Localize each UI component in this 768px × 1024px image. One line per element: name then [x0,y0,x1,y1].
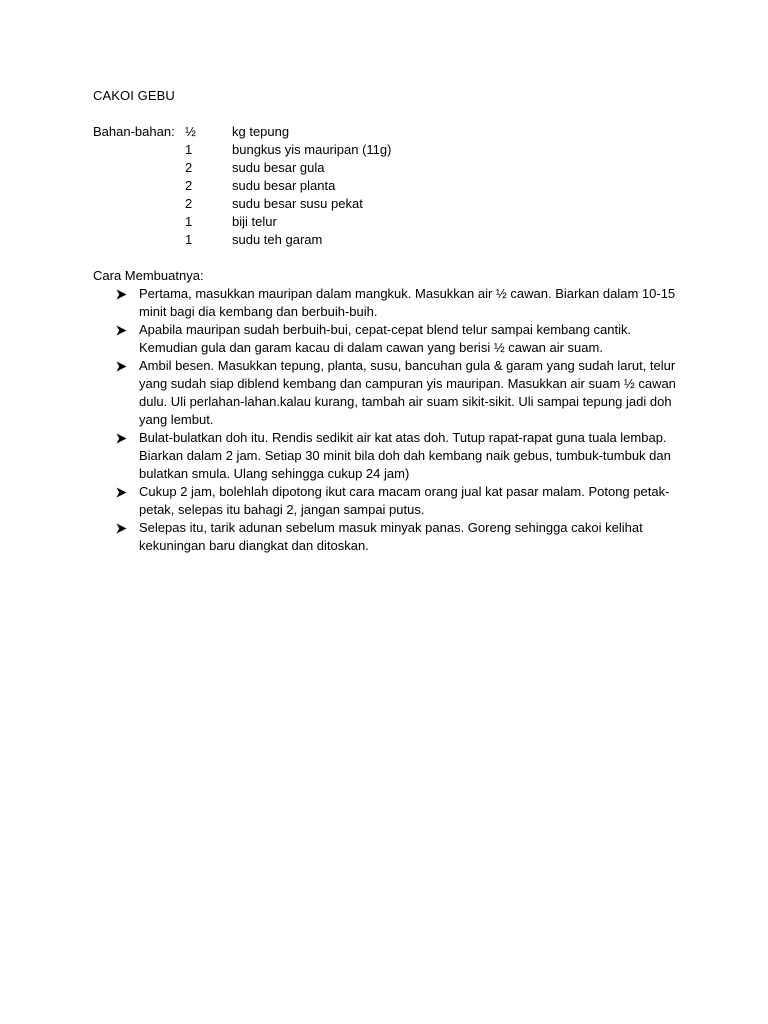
list-item [116,483,676,519]
recipe-title: CAKOI GEBU [93,88,175,103]
step-text: Apabila mauripan sudah berbuih-bui, cepat-cepat blend telur sampai kembang cantik. Kemudian gula dan garam kacau di dalam cawan yang berisi ½ cawan air suam. [139,322,632,355]
ingredient-quantity: 2 [185,196,193,211]
ingredient-name: sudu besar susu pekat [232,196,363,211]
arrowhead-bullet-icon [116,429,130,447]
step-text: Pertama, masukkan mauripan dalam mangkuk. Masukkan air ½ cawan. Biarkan dalam 10-15 minit bagi dia kembang dan berbuih-buih. [139,286,676,319]
arrowhead-bullet-icon [116,357,130,375]
ingredient-name: sudu besar gula [232,160,325,175]
list-item [116,321,676,357]
ingredient-name: kg tepung [232,124,290,139]
arrowhead-bullet-icon [116,285,130,303]
arrowhead-bullet-icon [116,483,130,501]
list-item [116,519,676,555]
ingredient-name: biji telur [232,214,277,229]
step-text: Bulat-bulatkan doh itu. Rendis sedikit air kat atas doh. Tutup rapat-rapat guna tuala lembap. Biarkan dalam 2 jam. Setiap 30 minit bila doh dah kembang naik gebus, tumbuk-tumbuk dan bulatkan smula. Ulang sehingga cukup 24 jam) [139,430,671,481]
list-item [116,429,676,483]
arrowhead-bullet-icon [116,321,130,339]
step-text: Cukup 2 jam, bolehlah dipotong ikut cara macam orang jual kat pasar malam. Potong petak-petak, selepas itu bahagi 2, jangan sampai putus. [139,484,670,517]
list-item [116,357,676,429]
ingredient-quantity: 2 [185,160,193,175]
ingredients-label: Bahan-bahan: [93,124,175,139]
ingredient-quantity: 1 [185,142,193,157]
ingredient-quantity: 2 [185,178,193,193]
arrowhead-bullet-icon [116,519,130,537]
ingredient-quantity: ½ [185,124,196,139]
ingredient-name: sudu besar planta [232,178,336,193]
list-item [116,285,676,321]
method-heading: Cara Membuatnya: [93,268,204,283]
ingredient-quantity: 1 [185,232,193,247]
step-text: Ambil besen. Masukkan tepung, planta, susu, bancuhan gula & garam yang sudah larut, telur yang sudah siap diblend kembang dan campuran yis mauripan. Masukkan air suam ½ cawan dulu. Uli perlahan-lahan.kalau kurang, tambah air suam sikit-sikit. Uli sampai tepung jadi doh yang lembut. [139,358,676,427]
ingredient-quantity: 1 [185,214,193,229]
ingredient-name: sudu teh garam [232,232,323,247]
method-steps-list [116,285,676,555]
step-text: Selepas itu, tarik adunan sebelum masuk minyak panas. Goreng sehingga cakoi kelihat kekuningan baru diangkat dan ditoskan. [139,520,643,553]
ingredient-name: bungkus yis mauripan (11g) [232,142,392,157]
